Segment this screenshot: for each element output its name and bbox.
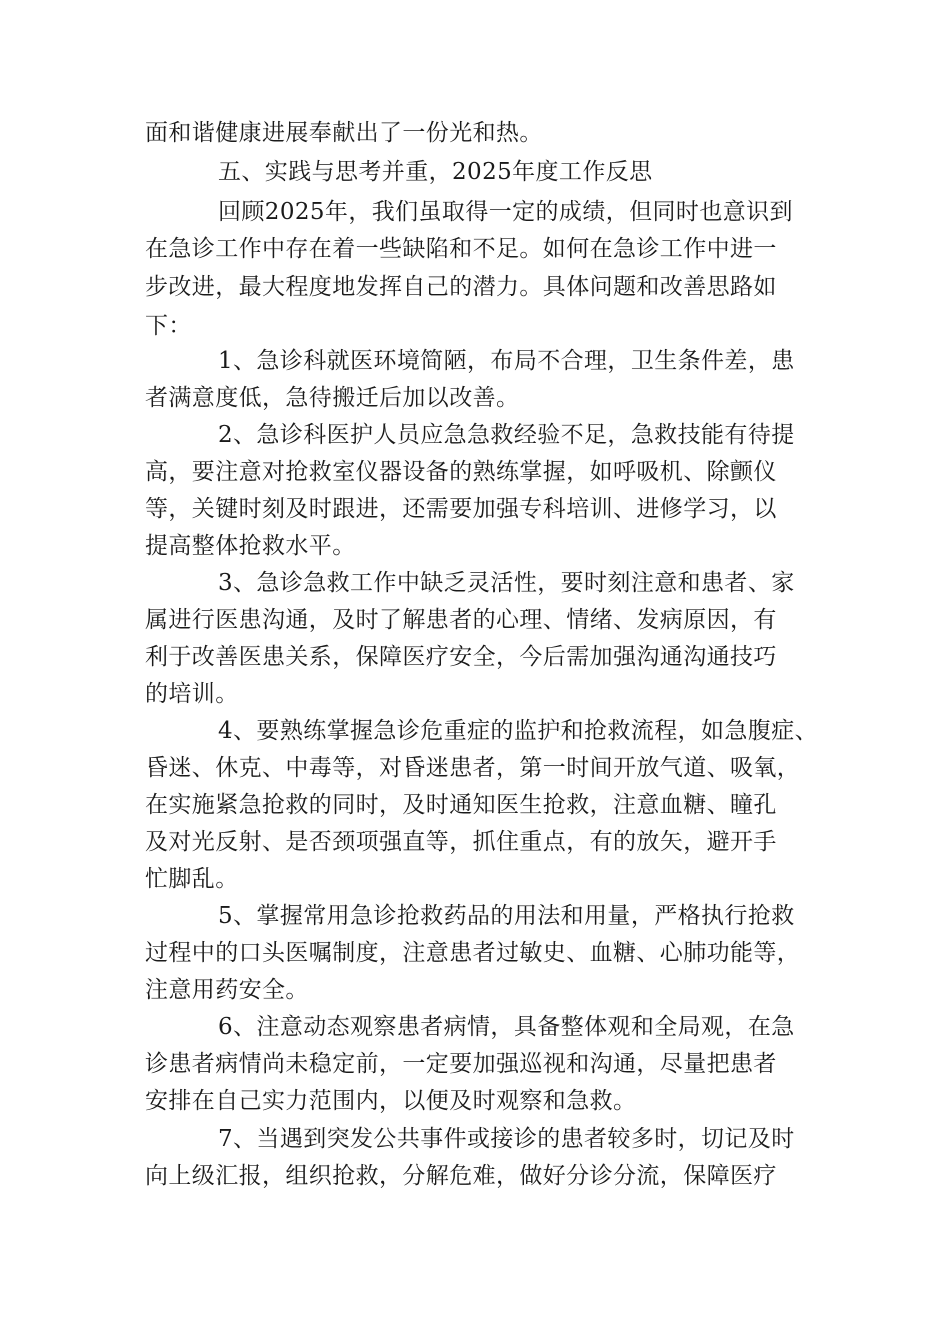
- list-item-7-line: 7、当遇到突发公共事件或接诊的患者较多时，切记及时: [218, 1126, 795, 1152]
- text-line: 面和谐健康进展奉献出了一份光和热。: [145, 120, 543, 146]
- list-item-4-line: 及对光反射、是否颈项强直等，抓住重点，有的放矢，避开手: [145, 829, 777, 855]
- list-item-4-line: 忙脚乱。: [145, 866, 239, 892]
- list-item-4-line: 4、要熟练掌握急诊危重症的监护和抢救流程，如急腹症、: [218, 718, 819, 744]
- list-item-1-line: 者满意度低，急待搬迁后加以改善。: [145, 385, 520, 411]
- list-item-4-line: 昏迷、休克、中毒等，对昏迷患者，第一时间开放气道、吸氧，: [145, 755, 801, 781]
- list-item-3-line: 属进行医患沟通，及时了解患者的心理、情绪、发病原因，有: [145, 607, 777, 633]
- list-item-3-line: 利于改善医患关系，保障医疗安全，今后需加强沟通沟通技巧: [145, 644, 777, 670]
- list-item-4-line: 在实施紧急抢救的同时，及时通知医生抢救，注意血糖、瞳孔: [145, 792, 777, 818]
- list-item-6-line: 安排在自己实力范围内，以便及时观察和急救。: [145, 1088, 637, 1114]
- list-item-1-line: 1、急诊科就医环境简陋，布局不合理，卫生条件差，患: [218, 348, 795, 374]
- list-item-7-line: 向上级汇报，组织抢救，分解危难，做好分诊分流，保障医疗: [145, 1163, 777, 1189]
- text-line: 回顾2025年，我们虽取得一定的成绩，但同时也意识到: [218, 199, 793, 225]
- list-item-2-line: 2、急诊科医护人员应急急救经验不足，急救技能有待提: [218, 422, 795, 448]
- list-item-2-line: 等，关键时刻及时跟进，还需要加强专科培训、进修学习，以: [145, 496, 777, 522]
- text-line: 下：: [145, 313, 192, 339]
- list-item-5-line: 过程中的口头医嘱制度，注意患者过敏史、血糖、心肺功能等，: [145, 940, 801, 966]
- list-item-5-line: 注意用药安全。: [145, 977, 309, 1003]
- text-line: 步改进，最大程度地发挥自己的潜力。具体问题和改善思路如: [145, 274, 777, 300]
- list-item-6-line: 6、注意动态观察患者病情，具备整体观和全局观，在急: [218, 1014, 795, 1040]
- list-item-6-line: 诊患者病情尚未稳定前，一定要加强巡视和沟通，尽量把患者: [145, 1051, 777, 1077]
- list-item-5-line: 5、掌握常用急诊抢救药品的用法和用量，严格执行抢救: [218, 903, 795, 929]
- list-item-2-line: 高，要注意对抢救室仪器设备的熟练掌握，如呼吸机、除颤仪: [145, 459, 777, 485]
- text-line: 在急诊工作中存在着一些缺陷和不足。如何在急诊工作中进一: [145, 236, 777, 262]
- section-heading: 五、实践与思考并重，2025年度工作反思: [218, 159, 653, 185]
- list-item-3-line: 的培训。: [145, 681, 239, 707]
- list-item-2-line: 提高整体抢救水平。: [145, 533, 356, 559]
- list-item-3-line: 3、急诊急救工作中缺乏灵活性，要时刻注意和患者、家: [218, 570, 795, 596]
